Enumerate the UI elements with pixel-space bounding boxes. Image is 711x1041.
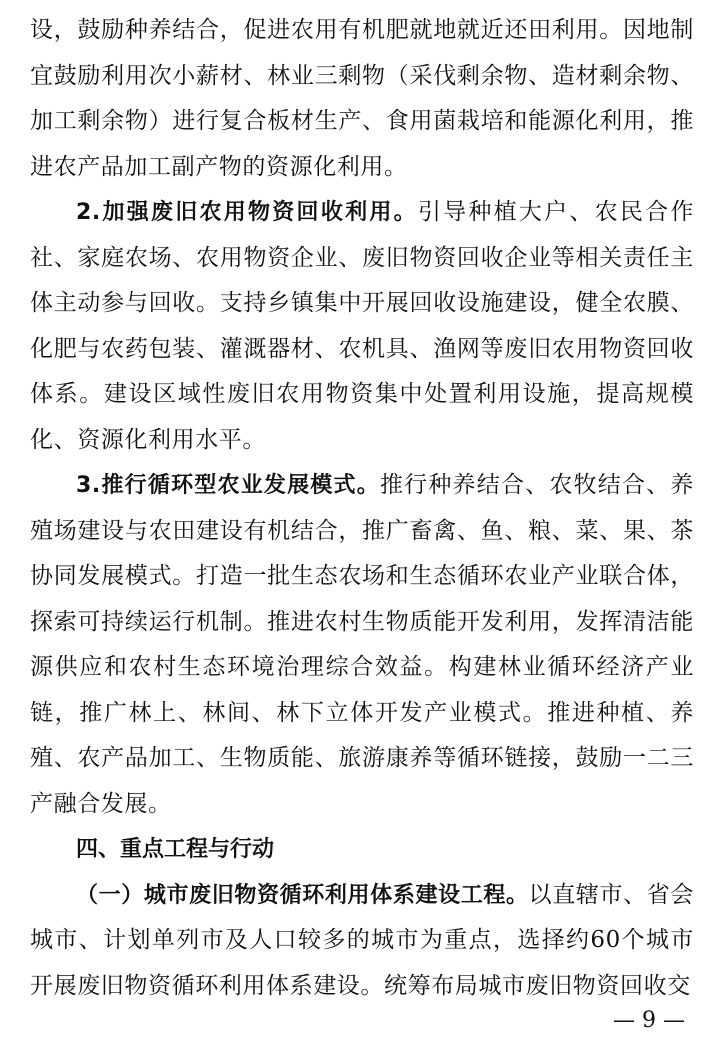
paragraph-text: 引导种植大户、农民合作社、家庭农场、农用物资企业、废旧物资回收企业等相关责任主体主动参与回收。支持乡镇集中开展回收设施建设，健全农膜、化肥与农药包装、灌溉器材、农机具、渔网等废旧农用物资回收体系。建设区域性废旧农用物资集中处置利用设施，提高规模化、资源化利用水平。 (30, 199, 694, 453)
page-number: — 9 — (613, 1008, 685, 1033)
paragraph-continuation (30, 8, 694, 190)
paragraph-text: 设，鼓励种养结合，促进农用有机肥就地就近还田利用。因地制宜鼓励利用次小薪材、林业三剩物（采伐剩余物、造材剩余物、加工剩余物）进行复合板材生产、食用菌栽培和能源化利用，推进农产品加工副产物的资源化利用。 (30, 17, 694, 180)
paragraph-circular-agriculture (30, 463, 694, 827)
section-heading: 四、重点工程与行动 (76, 837, 275, 862)
paragraph-text: 推行种养结合、农牧结合、养殖场建设与农田建设有机结合，推广畜禽、鱼、粮、菜、果、茶协同发展模式。打造一批生态农场和生态循环农业产业联合体，探索可持续运行机制。推进农村生物质能开发利用，发挥清洁能源供应和农村生态环境治理综合效益。构建林业循环经济产业链，推广林上、林间、林下立体开发产业模式。推进种植、养殖、农产品加工、生物质能、旅游康养等循环链接，鼓励一二三产融合发展。 (30, 472, 694, 817)
paragraph-urban-recycling-project (30, 873, 694, 1010)
body-text (30, 8, 694, 1009)
paragraph-waste-agri-materials (30, 190, 694, 463)
paragraph-lead: 2.加强废旧农用物资回收利用。 (76, 200, 418, 225)
paragraph-text: 以直辖市、省会城市、计划单列市及人口较多的城市为重点，选择约60个城市开展废旧物资循环利用体系建设。统筹布局城市废旧物资回收交 (30, 881, 694, 999)
paragraph-lead: （一）城市废旧物资循环利用体系建设工程。 (76, 882, 529, 908)
paragraph-lead: 3.推行循环型农业发展模式。 (76, 473, 380, 498)
